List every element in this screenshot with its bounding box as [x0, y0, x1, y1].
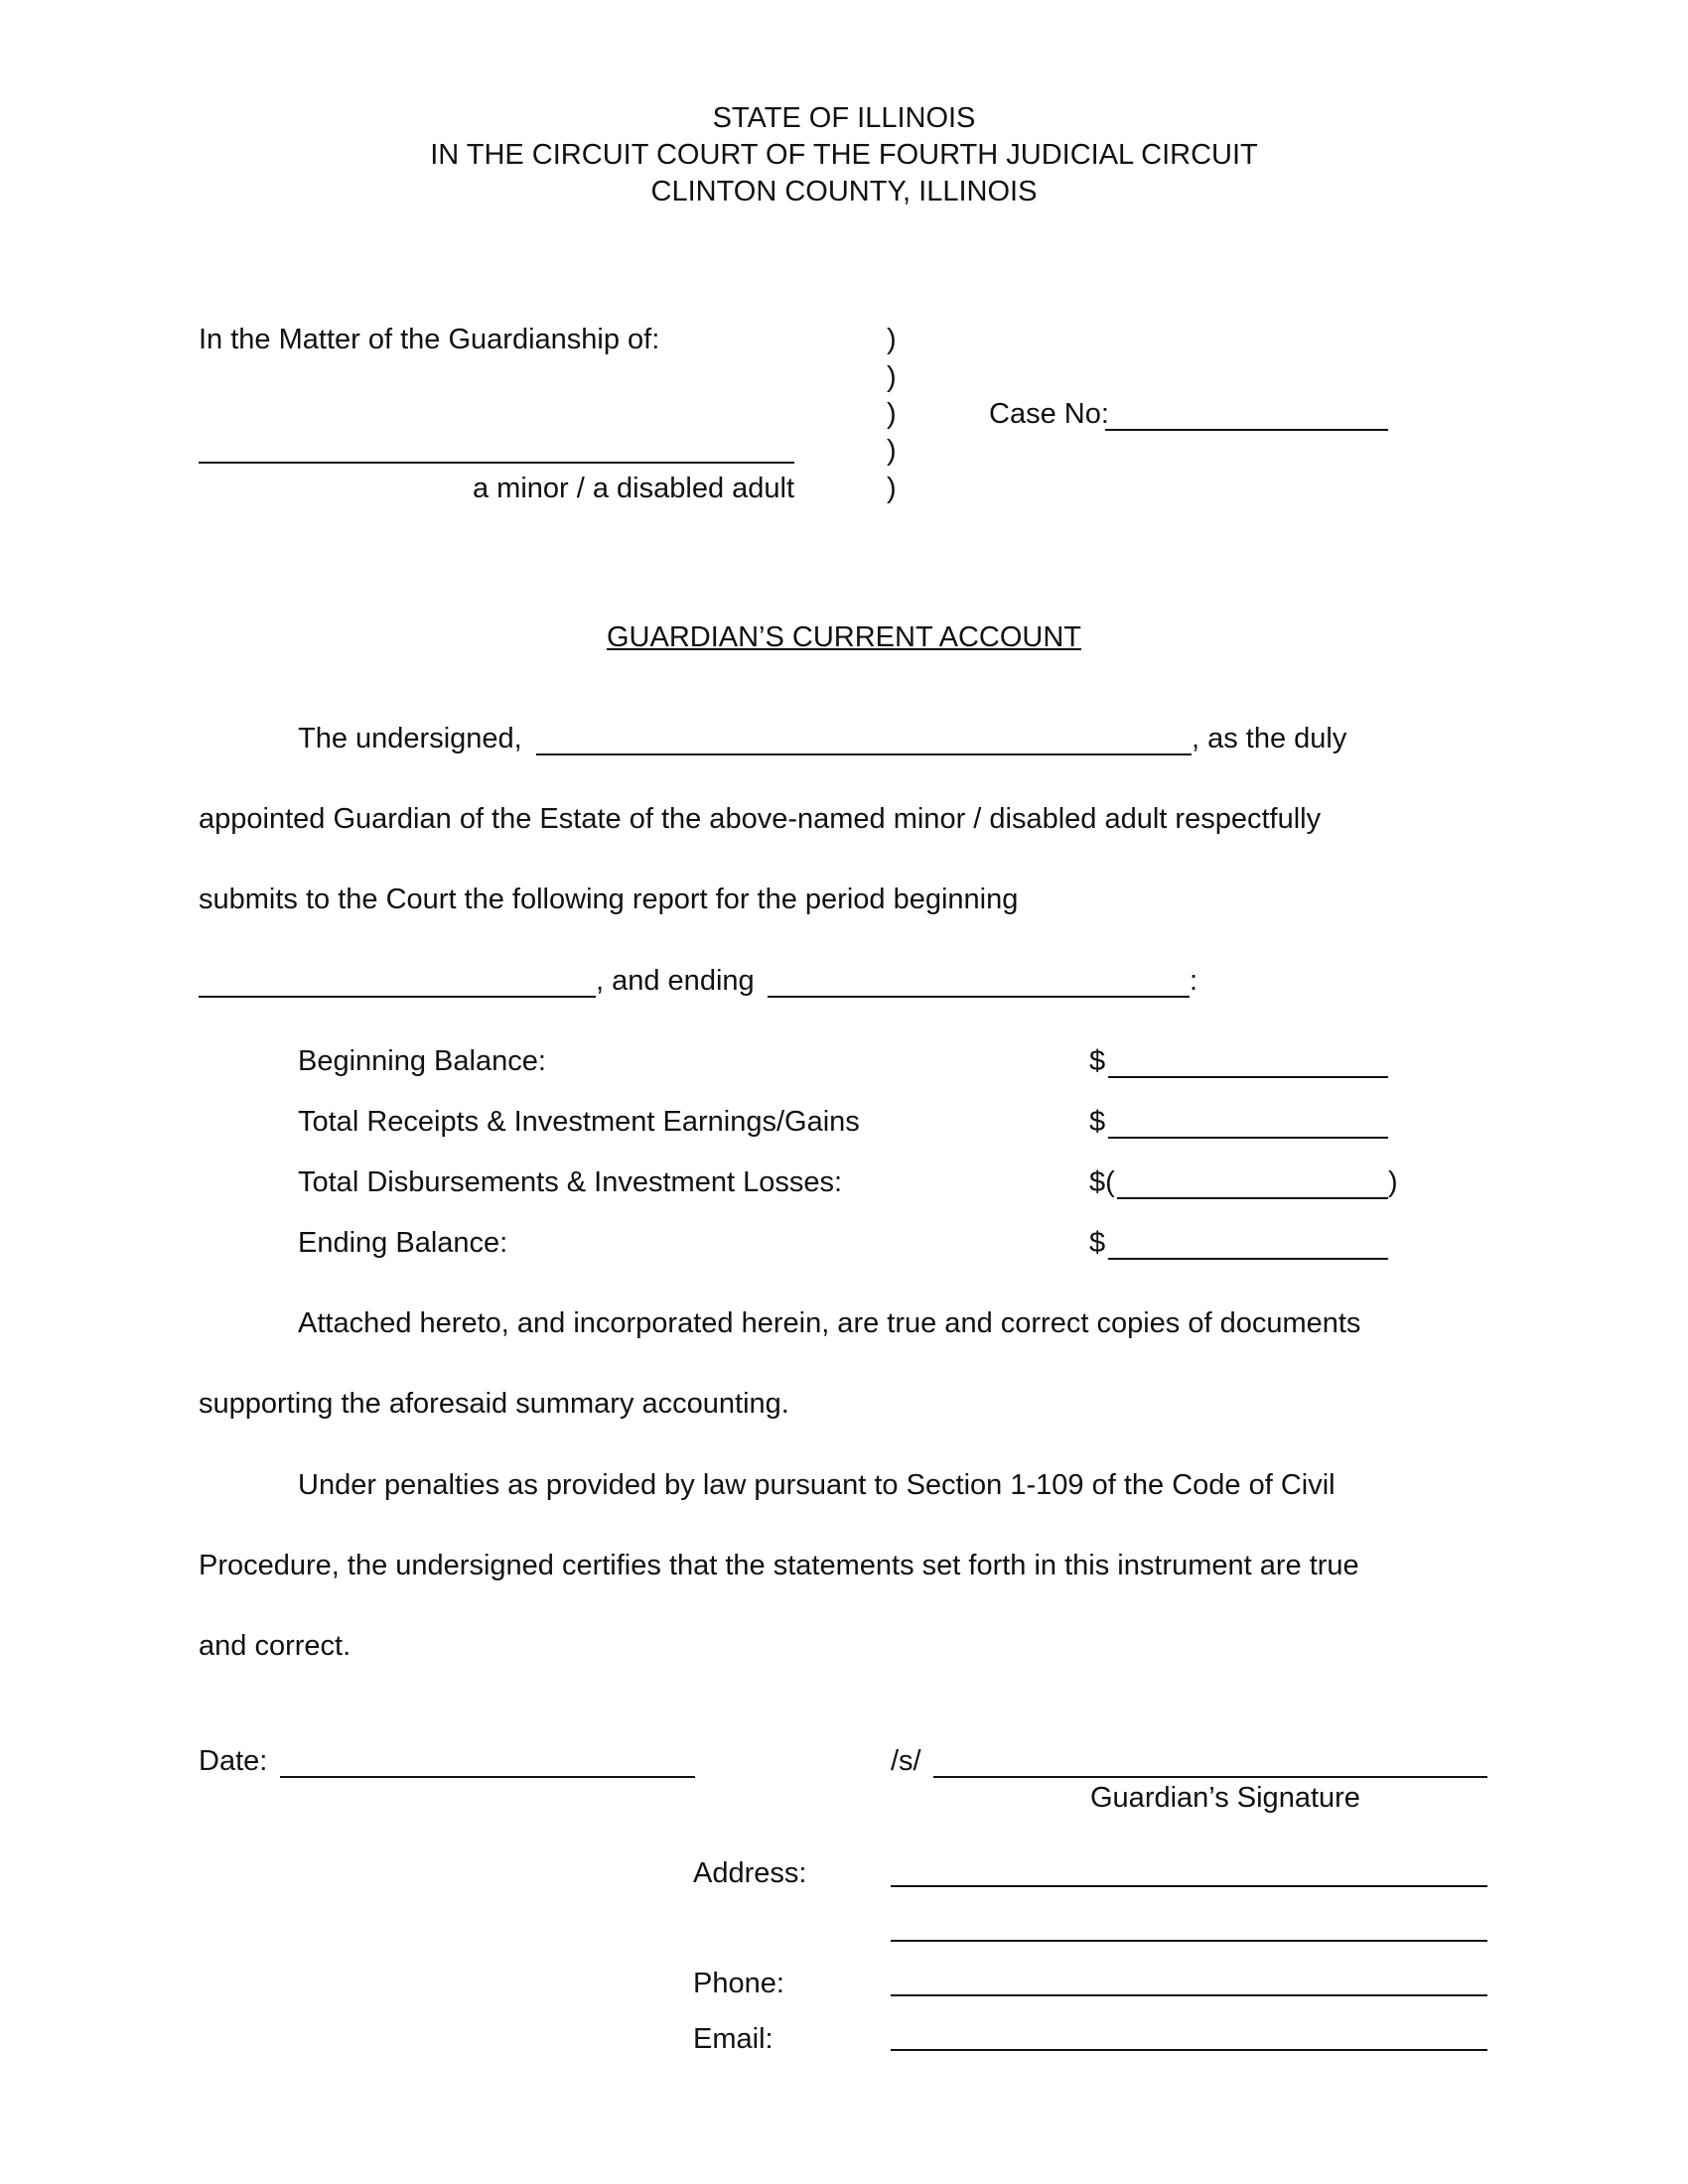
date-label: Date: — [199, 1745, 268, 1777]
signature-field[interactable] — [933, 1744, 1487, 1778]
caption-paren: ) — [887, 324, 897, 355]
period-begin-field[interactable] — [199, 964, 596, 998]
ending-balance-label: Ending Balance: — [298, 1227, 508, 1259]
attached-line: supporting the aforesaid summary accounting. — [199, 1388, 789, 1420]
body-line: appointed Guardian of the Estate of the above-named minor / disabled adult respectfully — [199, 803, 1322, 835]
address-line1-field[interactable] — [891, 1853, 1487, 1887]
caption-paren: ) — [887, 473, 897, 504]
disbursements-field[interactable] — [1117, 1165, 1388, 1199]
period-end-field[interactable] — [768, 964, 1190, 998]
receipts-field[interactable] — [1108, 1105, 1388, 1139]
beginning-balance-label: Beginning Balance: — [298, 1045, 546, 1077]
matter-label: In the Matter of the Guardianship of: — [199, 324, 660, 355]
email-field[interactable] — [891, 2017, 1487, 2051]
document-title: GUARDIAN’S CURRENT ACCOUNT — [606, 621, 1081, 653]
dollar-sign: $( — [1089, 1166, 1115, 1198]
phone-label: Phone: — [693, 1968, 784, 1999]
undersigned-text: The undersigned, — [298, 723, 522, 754]
certification-line: Under penalties as provided by law pursuant to Section 1-109 of the Code of Civil — [298, 1469, 1336, 1501]
ward-name-field[interactable] — [199, 430, 794, 464]
phone-field[interactable] — [891, 1963, 1487, 1996]
header-state: STATE OF ILLINOIS — [712, 102, 976, 134]
receipts-label: Total Receipts & Investment Earnings/Gains — [298, 1106, 860, 1138]
caption-paren: ) — [887, 361, 897, 393]
header-county: CLINTON COUNTY, ILLINOIS — [650, 176, 1038, 207]
case-no-label: Case No: — [989, 398, 1109, 430]
certification-line: Procedure, the undersigned certifies that the statements set forth in this instrument are true — [199, 1550, 1359, 1581]
dollar-sign: $ — [1089, 1106, 1106, 1138]
close-paren: ) — [1388, 1166, 1398, 1198]
disbursements-label: Total Disbursements & Investment Losses: — [298, 1166, 843, 1198]
colon-text: : — [1190, 965, 1198, 997]
sig-prefix: /s/ — [891, 1745, 921, 1777]
and-ending-text: , and ending — [596, 965, 755, 997]
date-field[interactable] — [280, 1744, 695, 1778]
beginning-balance-field[interactable] — [1108, 1044, 1388, 1078]
guardian-name-field[interactable] — [536, 722, 1192, 755]
address-label: Address: — [693, 1857, 807, 1889]
case-no-field[interactable] — [1105, 397, 1388, 431]
attached-line: Attached hereto, and incorporated herein, are true and correct copies of documents — [298, 1307, 1361, 1339]
address-line2-field[interactable] — [891, 1908, 1487, 1942]
header-court: IN THE CIRCUIT COURT OF THE FOURTH JUDICIAL CIRCUIT — [430, 139, 1258, 171]
duly-text: , as the duly — [1192, 723, 1347, 754]
dollar-sign: $ — [1089, 1227, 1106, 1259]
body-line: submits to the Court the following report for the period beginning — [199, 884, 1019, 915]
email-label: Email: — [693, 2023, 774, 2055]
caption-paren: ) — [887, 435, 897, 467]
ward-type-label: a minor / a disabled adult — [473, 473, 795, 504]
ending-balance-field[interactable] — [1108, 1226, 1388, 1260]
certification-line: and correct. — [199, 1630, 352, 1662]
caption-paren: ) — [887, 398, 897, 430]
dollar-sign: $ — [1089, 1045, 1106, 1077]
signature-caption: Guardian’s Signature — [1090, 1782, 1360, 1814]
